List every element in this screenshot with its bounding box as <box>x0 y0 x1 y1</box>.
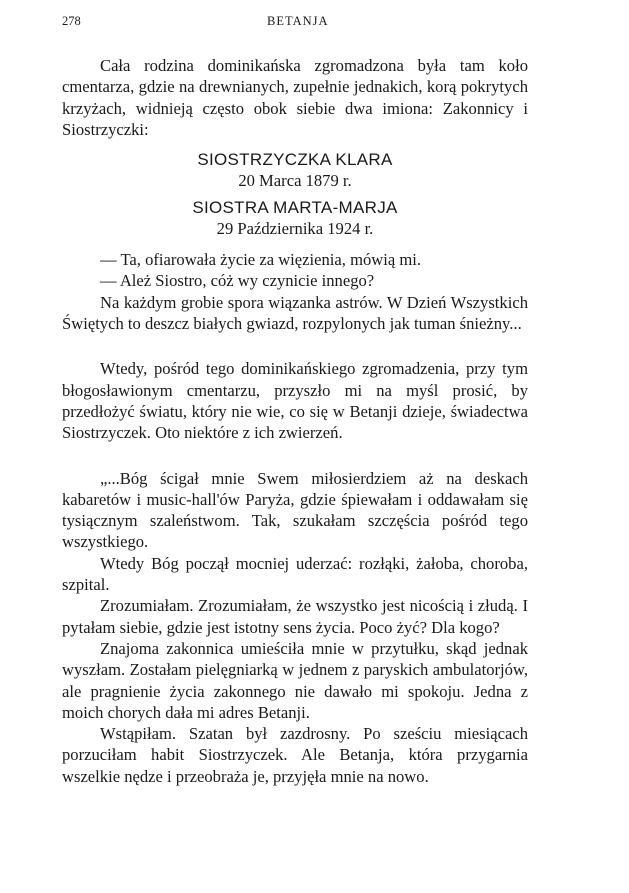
paragraph: Wtedy, pośród tego dominikańskiego zgromadzenia, przy tym błogosławionym cmentarzu, przyszło mi na myśl prosić, by przedłożyć światu, który nie wie, co się w Betanji dzieje, świadectwa Siostrzyczek. Oto niektóre z ich zwierzeń. <box>62 359 528 443</box>
paragraph: „...Bóg ścigał mnie Swem miłosierdziem aż na deskach kabaretów i music-hall'ów Paryża, gdzie śpiewałam i oddawałam się tysiącznym szaleństwom. Tak, szukałam szczęścia pośród tego wszystkiego. <box>62 468 528 552</box>
epitaph-name: SIOSTRZYCZKA KLARA <box>197 150 393 170</box>
dialog-line: — Ta, ofiarowała życie za więzienia, mówią mi. <box>100 250 422 270</box>
intro-paragraph: Cała rodzina dominikańska zgromadzona była tam koło cmentarza, gdzie na drewnianych, zupełnie jednakich, korą pokrytych krzyżach, widnieją często obok siebie dwa imiona: Zakonnicy i Siostrzyczki: <box>62 56 528 139</box>
paragraph: Znajoma zakonnica umieściła mnie w przytułku, skąd jednak wyszłam. Zostałam pielęgniarką w jednem z paryskich ambulatorjów, ale pragnienie życia zakonnego nie dawało mi spokoju. Jedna z moich chorych dała mi adres Betanji. <box>62 638 528 722</box>
dialog-line: — Ależ Siostro, cóż wy czynicie innego? <box>100 271 375 291</box>
page-number: 278 <box>62 14 81 28</box>
epitaph-date: 20 Marca 1879 r. <box>238 171 352 191</box>
page-header <box>62 14 529 32</box>
paragraph: Na każdym grobie spora wiązanka astrów. W Dzień Wszystkich Świętych to deszcz białych gwiazd, rozpylonych jak tuman śnieżny... <box>62 292 528 334</box>
epitaph-date: 29 Października 1924 r. <box>216 219 374 239</box>
body-text <box>62 55 528 787</box>
dialog-block <box>62 249 528 334</box>
paragraph: Zrozumiałam. Zrozumiałam, że wszystko jest nicością i złudą. I pytałam siebie, gdzie jest istotny sens życia. Poco żyć? Dla kogo? <box>62 596 528 637</box>
paragraph: Wtedy Bóg począł mocniej uderzać: rozłąki, żałoba, choroba, szpital. <box>62 553 528 595</box>
paragraph: Wstąpiłam. Szatan był zazdrosny. Po sześciu miesiącach porzuciłam habit Siostrzyczek. Ale Betanja, która przygarnia wszelkie nędze i przeobraża je, przyjęła mnie na nowo. <box>62 724 528 786</box>
epitaph-name: SIOSTRA MARTA-MARJA <box>192 198 398 218</box>
epitaph-marta-marja <box>62 197 528 239</box>
running-title: BETANJA <box>267 14 329 28</box>
epitaph-klara <box>62 149 528 191</box>
